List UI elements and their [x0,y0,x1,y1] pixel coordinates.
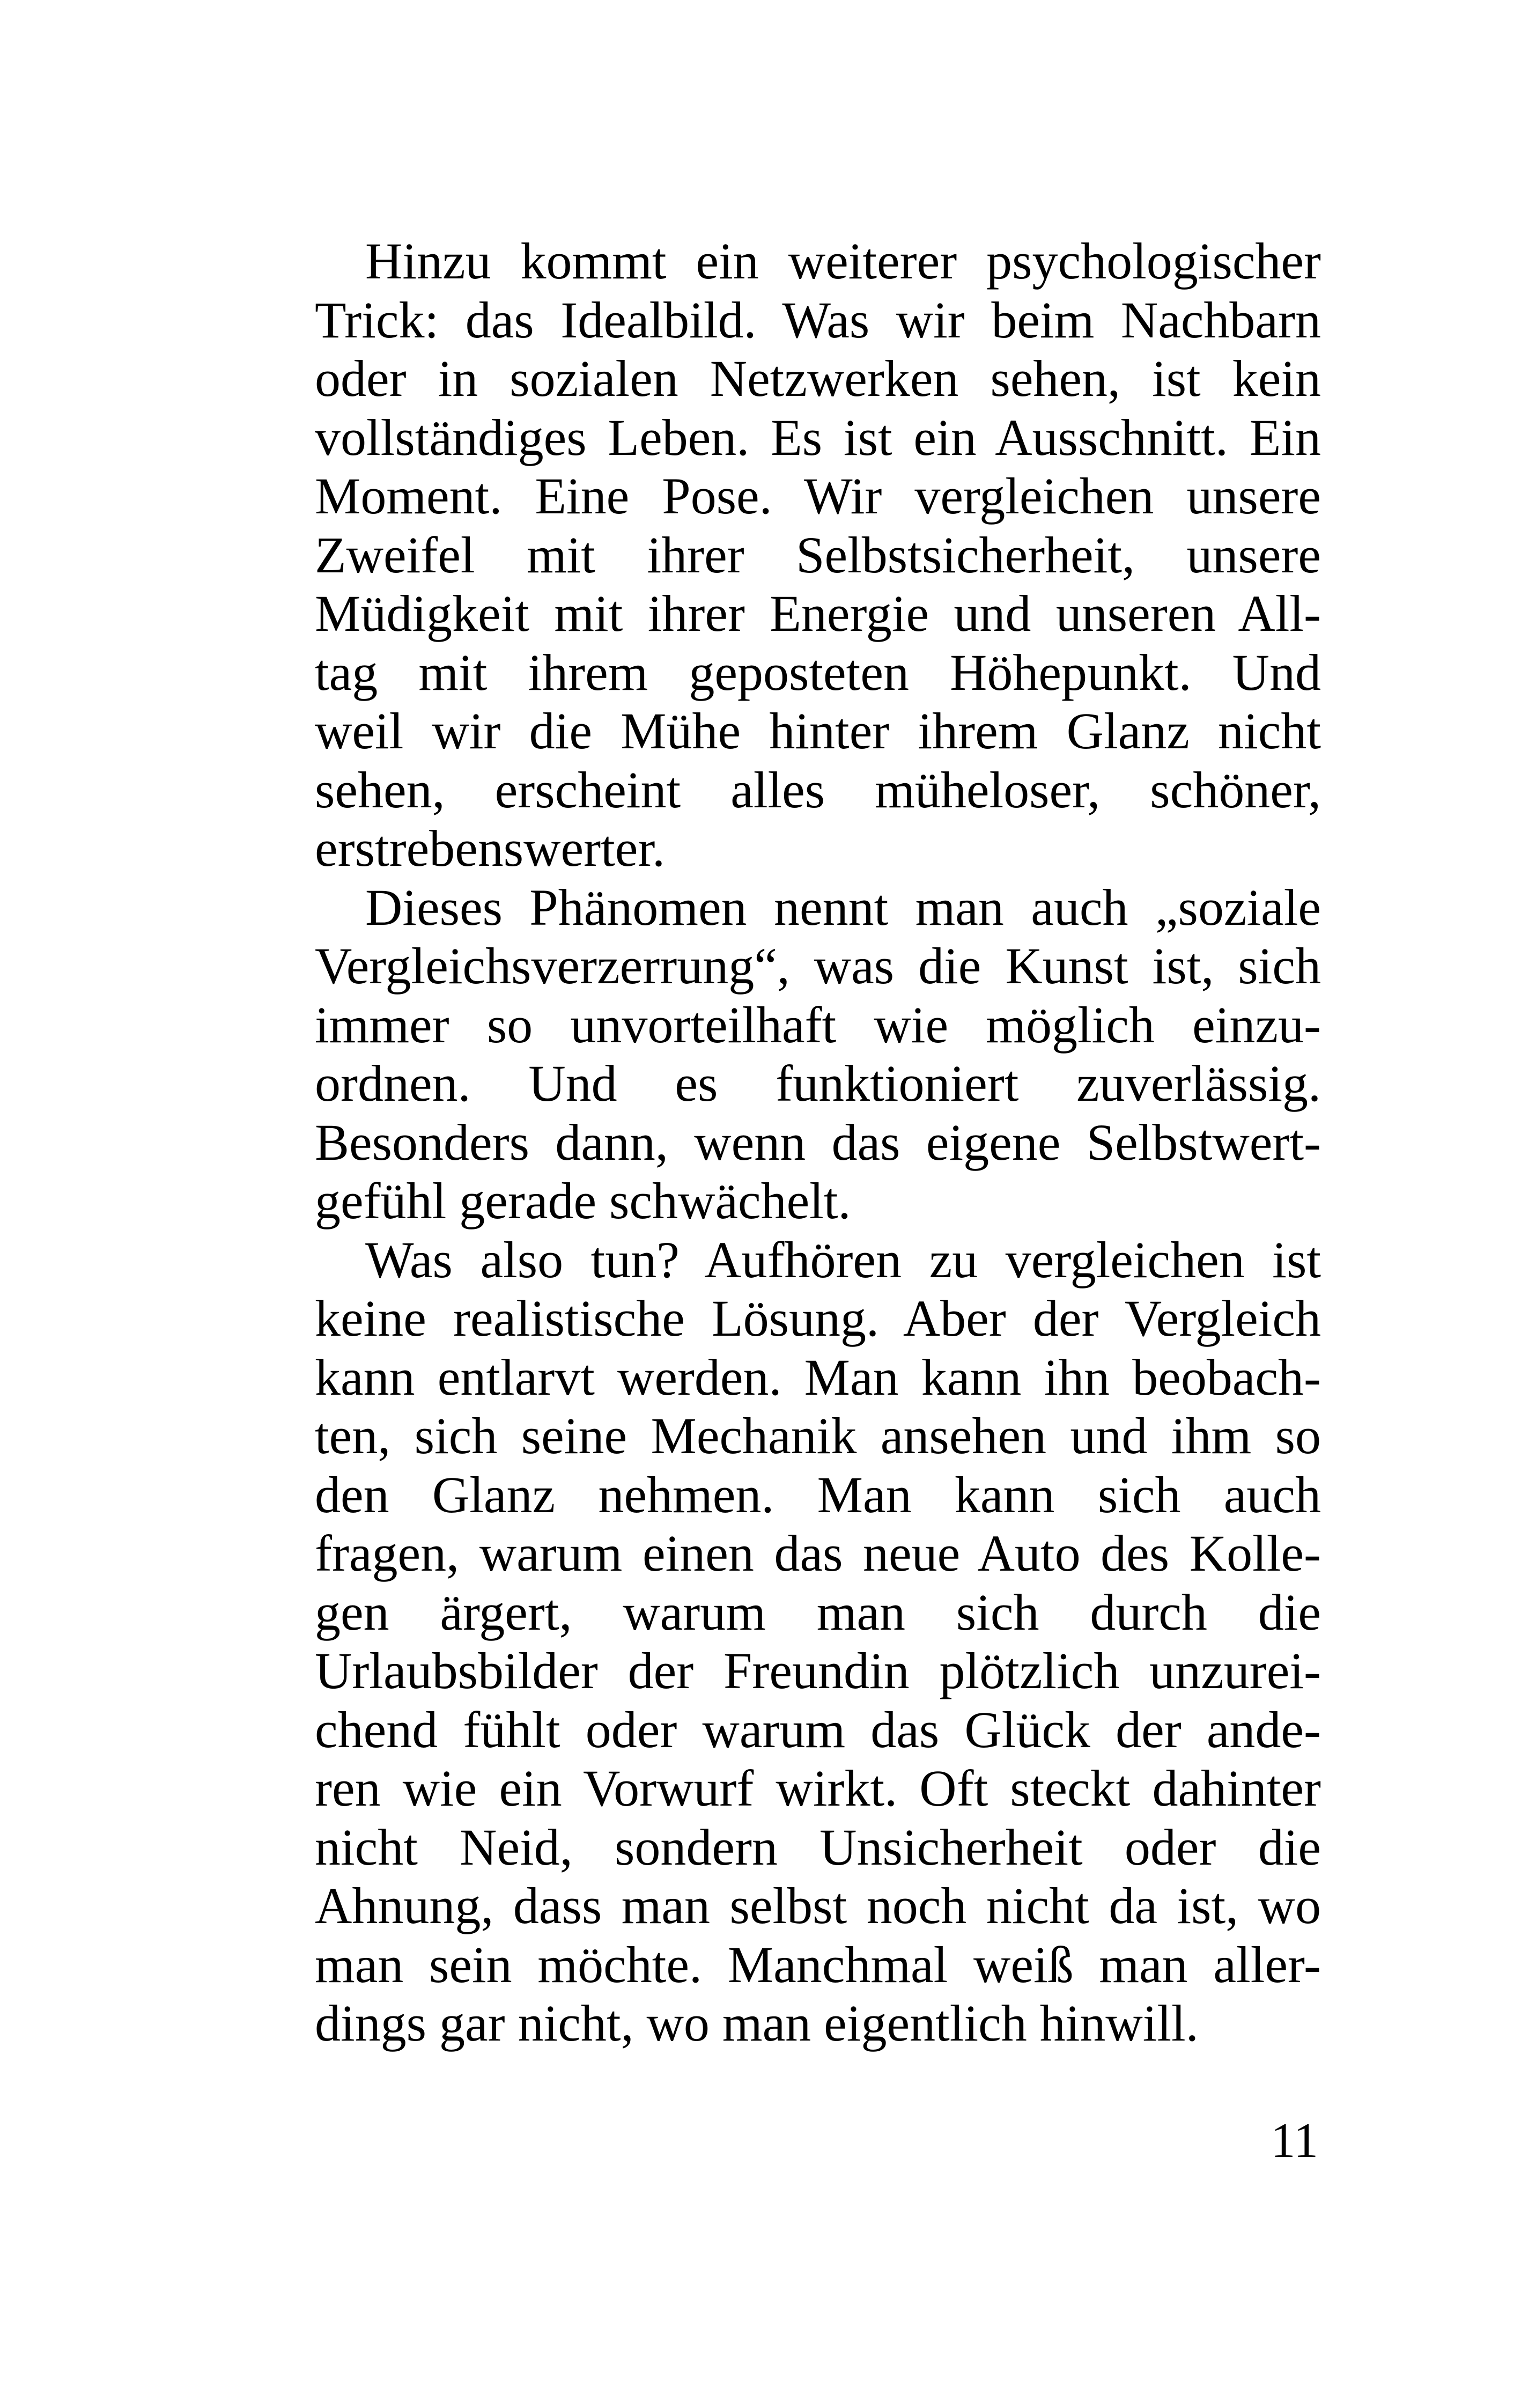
text-line: Moment. Eine Pose. Wir vergleichen unsere [315,467,1321,525]
text-line: Urlaubsbilder der Freundin plötzlich unzurei- [315,1642,1321,1699]
page-number: 11 [1271,2113,1318,2168]
paragraph-1 [315,232,1321,878]
text-line: sehen, erscheint alles müheloser, schöner, [315,761,1321,819]
text-line: Müdigkeit mit ihrer Energie und unseren All- [315,585,1321,642]
text-line: Besonders dann, wenn das eigene Selbstwert- [315,1113,1321,1171]
paragraph-3 [315,1231,1321,2053]
text-line: man sein möchte. Manchmal weiß man aller- [315,1935,1321,1993]
text-line: erstrebenswerter. [315,820,666,877]
text-line: Ahnung, dass man selbst noch nicht da ist, wo [315,1877,1321,1934]
text-line: Dieses Phänomen nennt man auch „soziale [365,878,1321,936]
text-line: tag mit ihrem geposteten Höhepunkt. Und [315,643,1321,701]
text-line: ten, sich seine Mechanik ansehen und ihm so [315,1407,1321,1464]
text-line: den Glanz nehmen. Man kann sich auch [315,1466,1321,1523]
text-line: Trick: das Idealbild. Was wir beim Nachbarn [315,291,1321,349]
text-line: gen ärgert, warum man sich durch die [315,1583,1321,1641]
text-line: weil wir die Mühe hinter ihrem Glanz nicht [315,702,1321,760]
text-line: ordnen. Und es funktioniert zuverlässig. [315,1055,1321,1112]
text-line: dings gar nicht, wo man eigentlich hinwill. [315,1994,1199,2052]
text-line: keine realistische Lösung. Aber der Vergleich [315,1290,1321,1347]
text-line: chend fühlt oder warum das Glück der ande- [315,1700,1321,1758]
text-line: ren wie ein Vorwurf wirkt. Oft steckt dahinter [315,1759,1321,1817]
paragraph-2 [315,878,1321,1231]
text-line: Vergleichsverzerrung“, was die Kunst ist, sich [315,937,1321,995]
text-line: kann entlarvt werden. Man kann ihn beobach- [315,1348,1321,1406]
text-line: fragen, warum einen das neue Auto des Kolle- [315,1525,1321,1582]
text-line: Zweifel mit ihrer Selbstsicherheit, unsere [315,526,1321,584]
text-line: oder in sozialen Netzwerken sehen, ist kein [315,350,1321,407]
text-line: gefühl gerade schwächelt. [315,1172,851,1229]
text-line: Was also tun? Aufhören zu vergleichen ist [365,1231,1321,1288]
body-text [315,232,1321,2053]
text-line: vollständiges Leben. Es ist ein Ausschnitt. Ein [315,408,1321,466]
text-line: immer so unvorteilhaft wie möglich einzu- [315,996,1321,1054]
text-line: nicht Neid, sondern Unsicherheit oder die [315,1818,1321,1876]
text-line: Hinzu kommt ein weiterer psychologischer [365,232,1321,290]
